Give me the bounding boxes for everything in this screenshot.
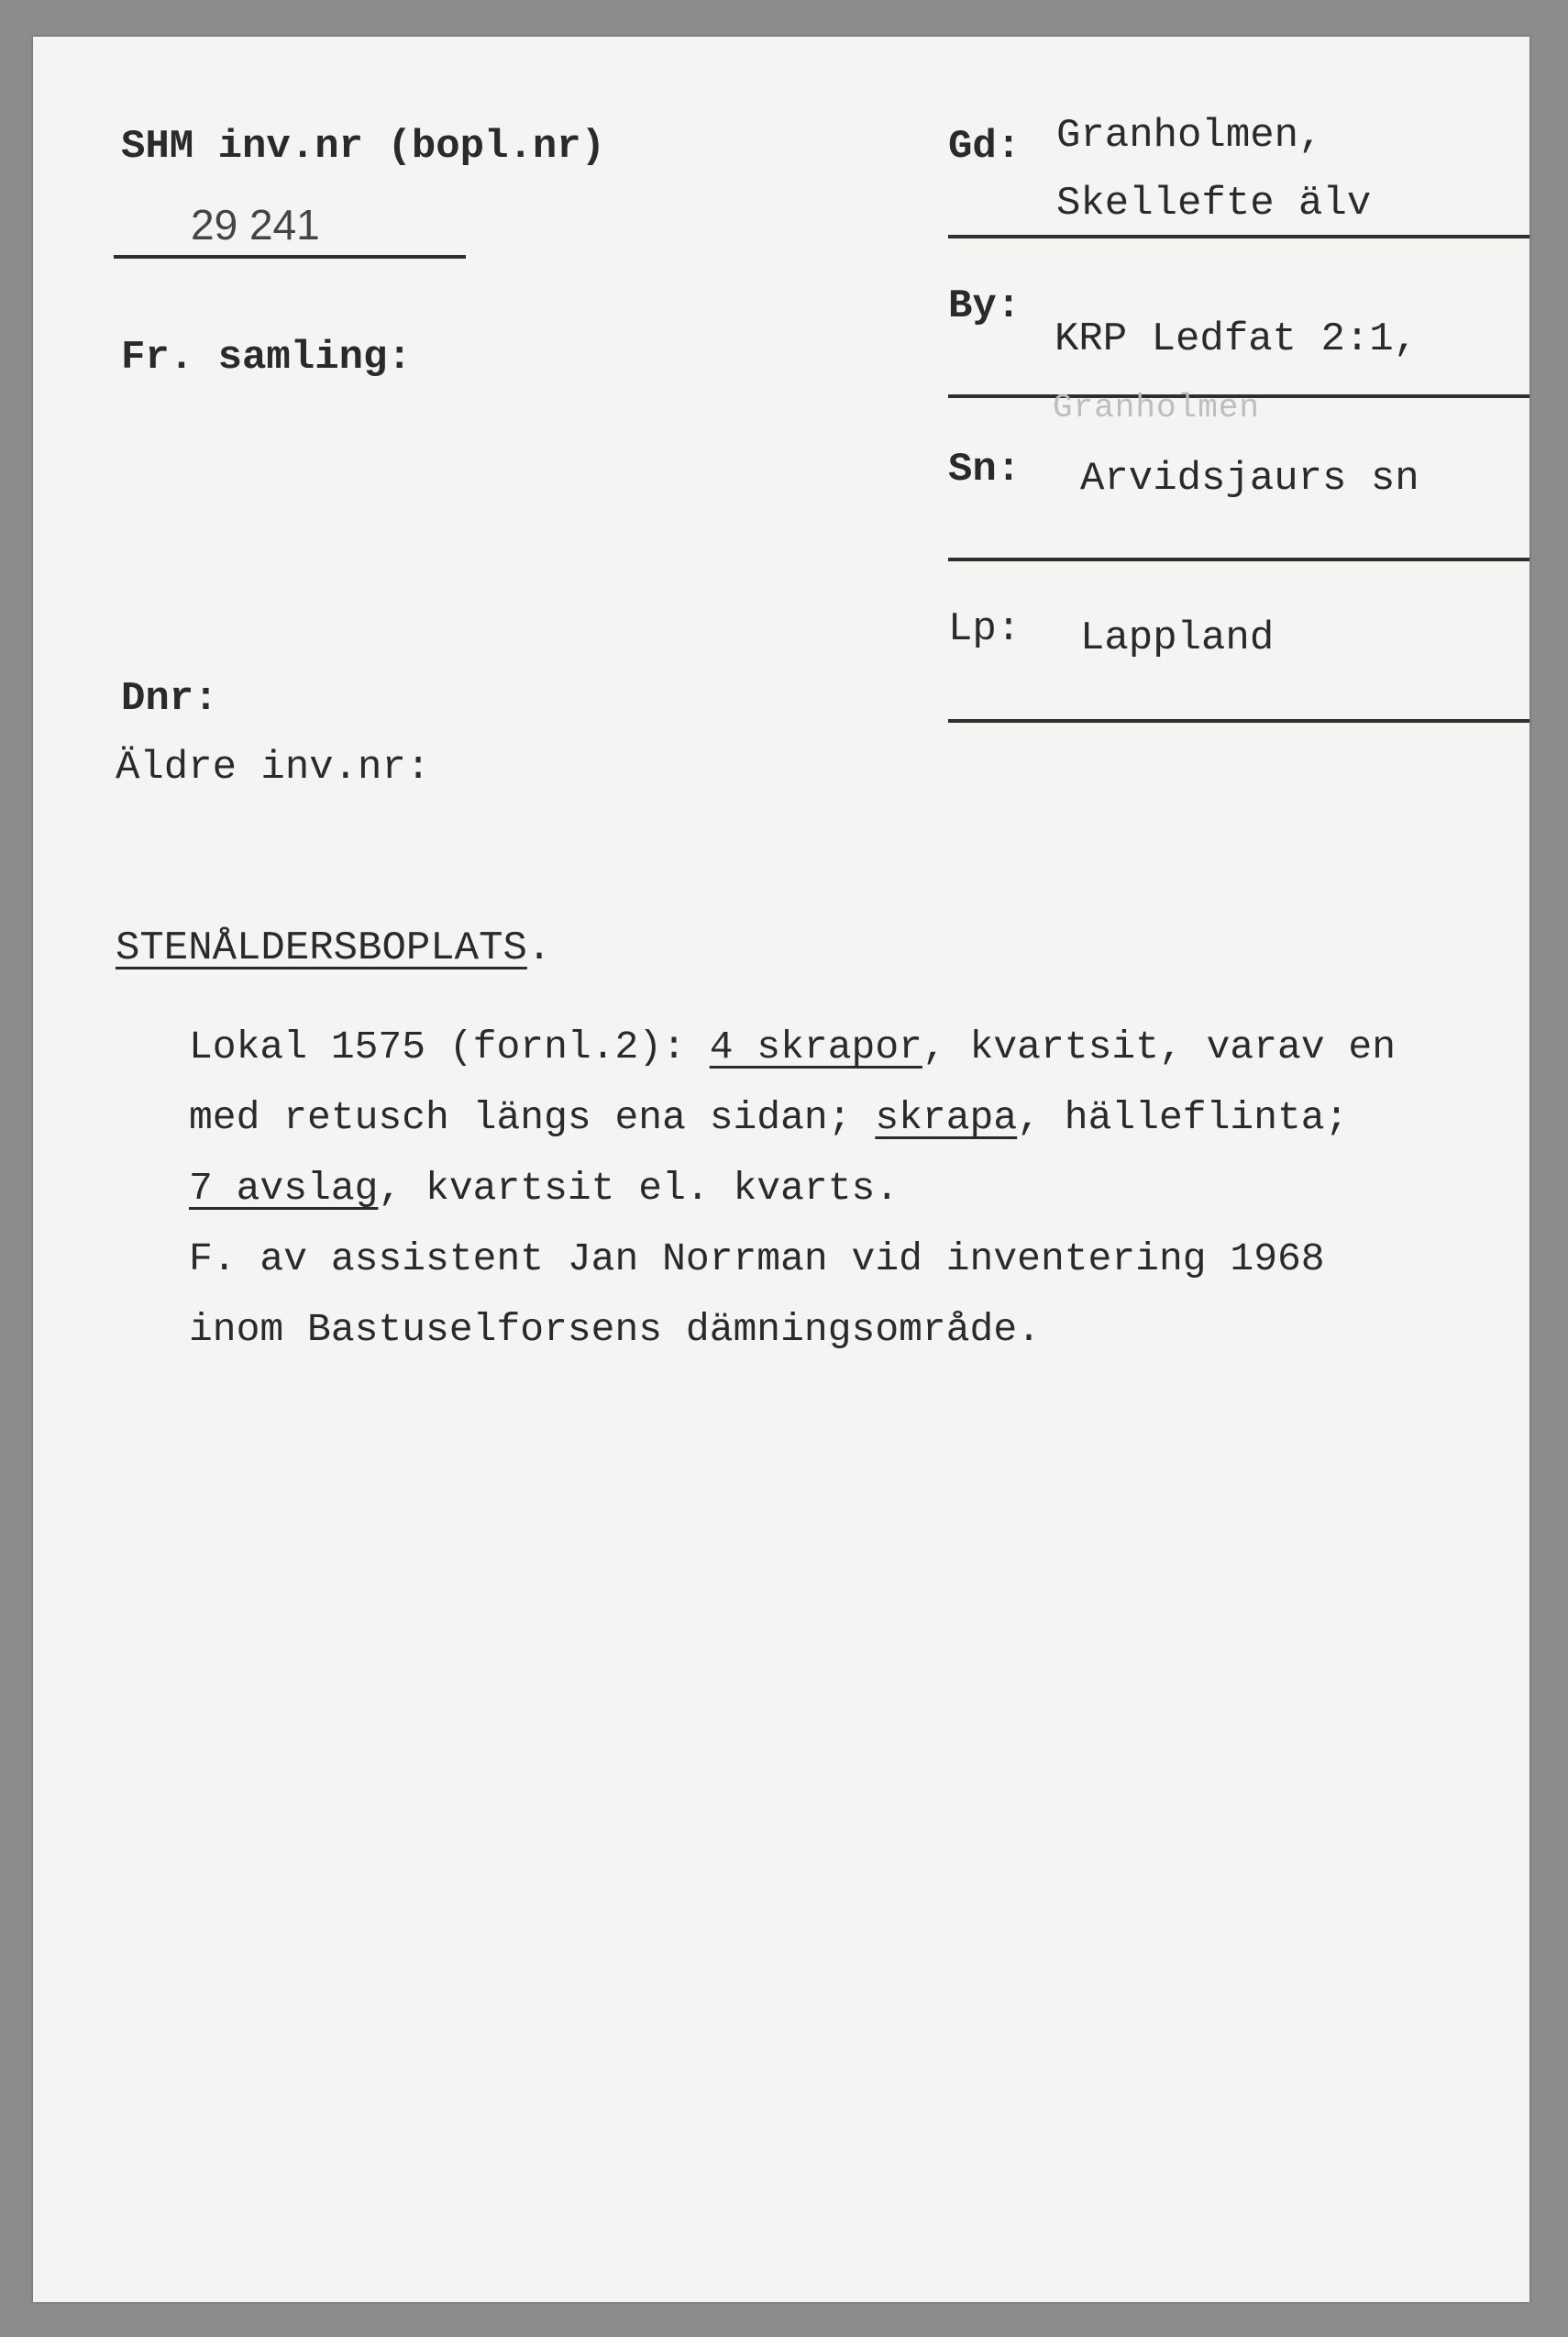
by-label: By: <box>948 283 1021 329</box>
body-line-2-a: med retusch längs ena sidan; <box>189 1095 876 1140</box>
heading-suffix: . <box>526 925 552 971</box>
heading <box>116 925 552 971</box>
sn-label: Sn: <box>948 447 1021 493</box>
by-struck-text: Granholmen <box>1053 389 1261 426</box>
gd-rule <box>948 235 1529 238</box>
gd-value-line2: Skellefte älv <box>1056 181 1372 227</box>
sn-value: Arvidsjaurs sn <box>1080 456 1419 502</box>
heading-text: STENÅLDERSBOPLATS <box>116 925 527 971</box>
gd-label: Gd: <box>948 124 1021 170</box>
body-line-3 <box>189 1166 900 1211</box>
lp-label: Lp: <box>948 606 1021 652</box>
by-value: KRP Ledfat 2:1, <box>1055 316 1419 362</box>
gd-value-line1: Granholmen, <box>1056 113 1323 159</box>
body-line-5: inom Bastuselforsens dämningsområde. <box>189 1307 1041 1352</box>
older-inv-label: Äldre inv.nr: <box>116 745 431 791</box>
lp-rule <box>948 719 1529 723</box>
inv-number: 29 241 <box>191 201 320 249</box>
body-line-1-underlined: 4 skrapor <box>709 1025 922 1069</box>
body-line-3-b: , kvartsit el. kvarts. <box>378 1166 900 1211</box>
body-line-1-a: Lokal 1575 (fornl.2): <box>189 1025 710 1069</box>
dnr-label: Dnr: <box>121 676 218 722</box>
body-line-2-underlined: skrapa <box>875 1095 1018 1140</box>
collection-label: Fr. samling: <box>121 335 412 381</box>
body-line-1-b: , kvartsit, varav en <box>922 1025 1397 1069</box>
sn-rule <box>948 558 1529 561</box>
body-line-3-underlined: 7 avslag <box>189 1166 379 1211</box>
lp-value: Lappland <box>1080 615 1275 661</box>
body-line-1 <box>189 1027 1396 1067</box>
body-line-2-b: , hälleflinta; <box>1017 1095 1349 1140</box>
inv-label: SHM inv.nr (bopl.nr) <box>121 124 606 170</box>
catalog-card <box>33 37 1529 2302</box>
body-line-4: F. av assistent Jan Norrman vid inventering 1968 <box>189 1236 1325 1281</box>
inv-number-rule <box>114 255 466 259</box>
body-line-2 <box>189 1095 1349 1140</box>
